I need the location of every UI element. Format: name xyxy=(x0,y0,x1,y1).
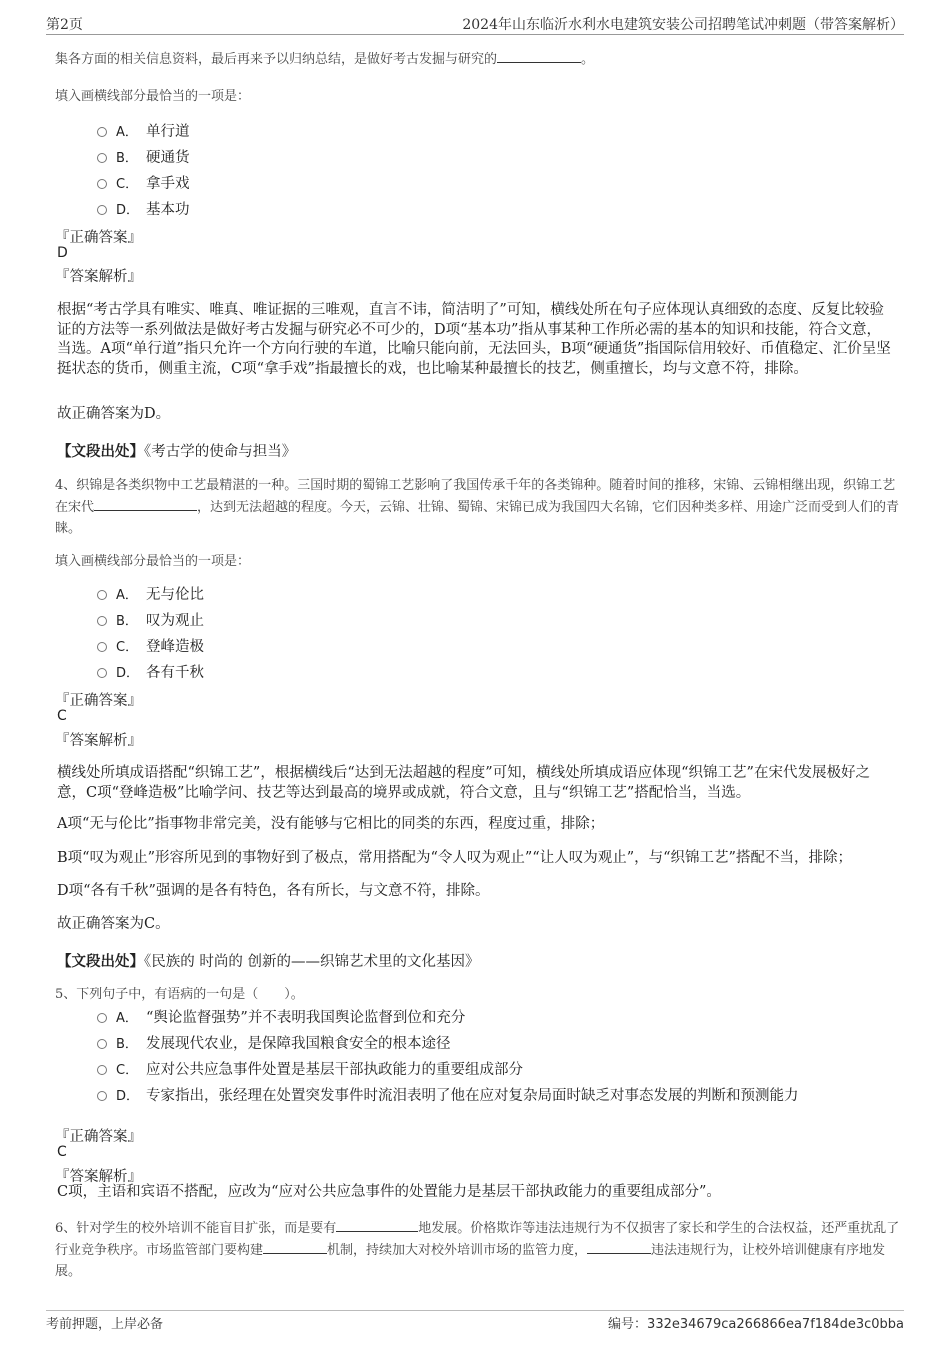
q6-blank-1 xyxy=(336,1217,418,1232)
q5-answer: C xyxy=(57,1144,67,1160)
q4-option-b[interactable]: B． 叹为观止 xyxy=(97,609,204,630)
q4-option-a[interactable]: A． 无与伦比 xyxy=(97,583,204,604)
q5-analysis: C项，主语和宾语不搭配，应改为“应对公共应急事件的处置能力是基层干部执政能力的重要组成部分”。 xyxy=(57,1184,721,1200)
q6-stem xyxy=(55,1217,900,1282)
radio-icon[interactable] xyxy=(97,668,107,678)
radio-icon[interactable] xyxy=(97,616,107,626)
radio-icon[interactable] xyxy=(97,205,107,215)
document-code-value: 332e34679ca266866ea7f184de3c0bba xyxy=(647,1317,904,1332)
header-divider xyxy=(46,34,904,35)
q6-stem-text-d: 违法违规行为，让校外培训健康有序地发展。 xyxy=(55,1243,886,1279)
radio-icon[interactable] xyxy=(97,1039,107,1049)
q4-prompt: 填入画横线部分最恰当的一项是： xyxy=(55,554,251,569)
q3-stem-text-b: 。 xyxy=(581,52,595,67)
q5-analysis-label: 『答案解析』 xyxy=(55,1169,142,1185)
q3-analysis-paragraph: 根据“考古学具有唯实、唯真、唯证据的三唯观，直言不讳，简洁明了”可知，横线处所在句子应体现认真细致的态度、反复比较验证的方法等一系列做法是做好考古发掘与研究必不可少的，D项“基本功”指从事某种工作所必需的基本的知识和技能，符合文意，当选。A项“单行道”指只允许一个方向行驶的车道，比喻只能向前，无法回头，B项“硬通货”指国际信用较好、币值稳定、汇价呈坚挺状态的货币，侧重主流，C项“拿手戏”指最擅长的戏，也比喻某种最擅长的技艺，侧重擅长，均与文意不符，排除。 xyxy=(57,302,891,377)
document-title: 2024年山东临沂水利水电建筑安装公司招聘笔试冲刺题（带答案解析） xyxy=(462,17,904,33)
q4-analysis-label: 『答案解析』 xyxy=(55,733,142,749)
radio-icon[interactable] xyxy=(97,179,107,189)
q4-answer: C xyxy=(57,708,67,724)
radio-icon[interactable] xyxy=(97,1091,107,1101)
q4-stem xyxy=(55,475,900,539)
q6-blank-2 xyxy=(263,1239,327,1254)
radio-icon[interactable] xyxy=(97,127,107,137)
radio-icon[interactable] xyxy=(97,1065,107,1075)
page-number: 第2页 xyxy=(46,17,83,33)
document-code xyxy=(608,1313,904,1332)
q6-stem-text-b: 地发展。价格欺诈等违法违规行为不仅损害了家长和学生的合法权益，还严重扰乱了行业竞争秩序。市场监管部门要构建 xyxy=(55,1221,900,1258)
q3-option-b[interactable]: B． 硬通货 xyxy=(97,146,190,167)
q3-option-c[interactable]: C． 拿手戏 xyxy=(97,172,190,193)
q4-option-c[interactable]: C． 登峰造极 xyxy=(97,635,204,656)
q5-option-d[interactable]: D． 专家指出，张经理在处置突发事件时流泪表明了他在应对复杂局面时缺乏对事态发展的判断和预测能力 xyxy=(97,1084,799,1105)
q4-blank xyxy=(94,496,197,511)
q4-source-title: 《民族的 时尚的 创新的——织锦艺术里的文化基因》 xyxy=(144,954,480,970)
radio-icon[interactable] xyxy=(97,1013,107,1023)
q5-option-a[interactable]: A． “舆论监督强势”并不表明我国舆论监督到位和充分 xyxy=(97,1006,465,1027)
q4-option-d[interactable]: D． 各有千秋 xyxy=(97,661,204,682)
q3-source-title: 《考古学的使命与担当》 xyxy=(144,444,297,460)
radio-icon[interactable] xyxy=(97,590,107,600)
q4-analysis-paragraph: 横线处所填成语搭配“织锦工艺”，根据横线后“达到无法超越的程度”可知，横线处所填成语应体现“织锦工艺”在宋代发展极好之意，C项“登峰造极”比喻学问、技艺等达到最高的境界或成就，符合文意，且与“织锦工艺”搭配恰当，当选。 xyxy=(57,765,870,801)
q3-analysis-label: 『答案解析』 xyxy=(55,269,142,285)
q4-stem-text-b: ，达到无法超越的程度。今天，云锦、壮锦、蜀锦、宋锦已成为我国四大名锦，它们因种类多样、用途广泛而受到人们的青睐。 xyxy=(55,500,900,536)
q5-stem: 5、下列句子中，有语病的一句是（ ）。 xyxy=(55,987,304,1002)
q3-answer-label: 『正确答案』 xyxy=(55,230,142,246)
q6-blank-3 xyxy=(587,1239,651,1254)
footer-slogan: 考前押题，上岸必备 xyxy=(46,1317,164,1332)
q4-answer-label: 『正确答案』 xyxy=(55,693,142,709)
q3-option-a[interactable]: A． 单行道 xyxy=(97,120,190,141)
footer-divider xyxy=(46,1310,904,1311)
q4-analysis-conclusion: 故正确答案为C。 xyxy=(57,916,170,932)
q6-stem-text-a: 6、针对学生的校外培训不能盲目扩张，而是要有 xyxy=(55,1221,337,1236)
radio-icon[interactable] xyxy=(97,153,107,163)
q3-analysis-conclusion: 故正确答案为D。 xyxy=(57,406,171,422)
q3-source-label: 【文段出处】 xyxy=(57,443,144,460)
q4-stem-text-a: 4、织锦是各类织物中工艺最精湛的一种。三国时期的蜀锦工艺影响了我国传承千年的各类锦种。随着时间的推移，宋锦、云锦相继出现，织锦工艺在宋代 xyxy=(55,478,896,515)
q5-answer-label: 『正确答案』 xyxy=(55,1129,142,1145)
radio-icon[interactable] xyxy=(97,642,107,652)
q5-option-b[interactable]: B． 发展现代农业，是保障我国粮食安全的根本途径 xyxy=(97,1032,451,1053)
q5-option-c[interactable]: C． 应对公共应急事件处置是基层干部执政能力的重要组成部分 xyxy=(97,1058,523,1079)
q3-option-d[interactable]: D． 基本功 xyxy=(97,198,190,219)
q4-source-label: 【文段出处】 xyxy=(57,953,144,970)
q4-analysis-option-a: A项“无与伦比”指事物非常完美，没有能够与它相比的同类的东西，程度过重，排除； xyxy=(57,816,605,832)
q6-stem-text-c: 机制，持续加大对校外培训市场的监管力度， xyxy=(327,1243,588,1258)
q3-blank xyxy=(497,48,581,63)
q3-answer: D xyxy=(57,245,68,261)
q4-source xyxy=(57,950,479,971)
document-code-label: 编号： xyxy=(608,1317,648,1332)
q3-stem xyxy=(55,48,900,70)
q4-analysis-option-b: B项“叹为观止”形容所见到的事物好到了极点，常用搭配为“令人叹为观止”“让人叹为观止”，与“织锦工艺”搭配不当，排除； xyxy=(57,850,852,866)
q3-prompt: 填入画横线部分最恰当的一项是： xyxy=(55,89,251,104)
q3-source xyxy=(57,440,296,461)
q4-analysis-option-d: D项“各有千秋”强调的是各有特色，各有所长，与文意不符，排除。 xyxy=(57,883,490,899)
q3-stem-text-a: 集各方面的相关信息资料，最后再来予以归纳总结，是做好考古发掘与研究的 xyxy=(55,52,498,67)
